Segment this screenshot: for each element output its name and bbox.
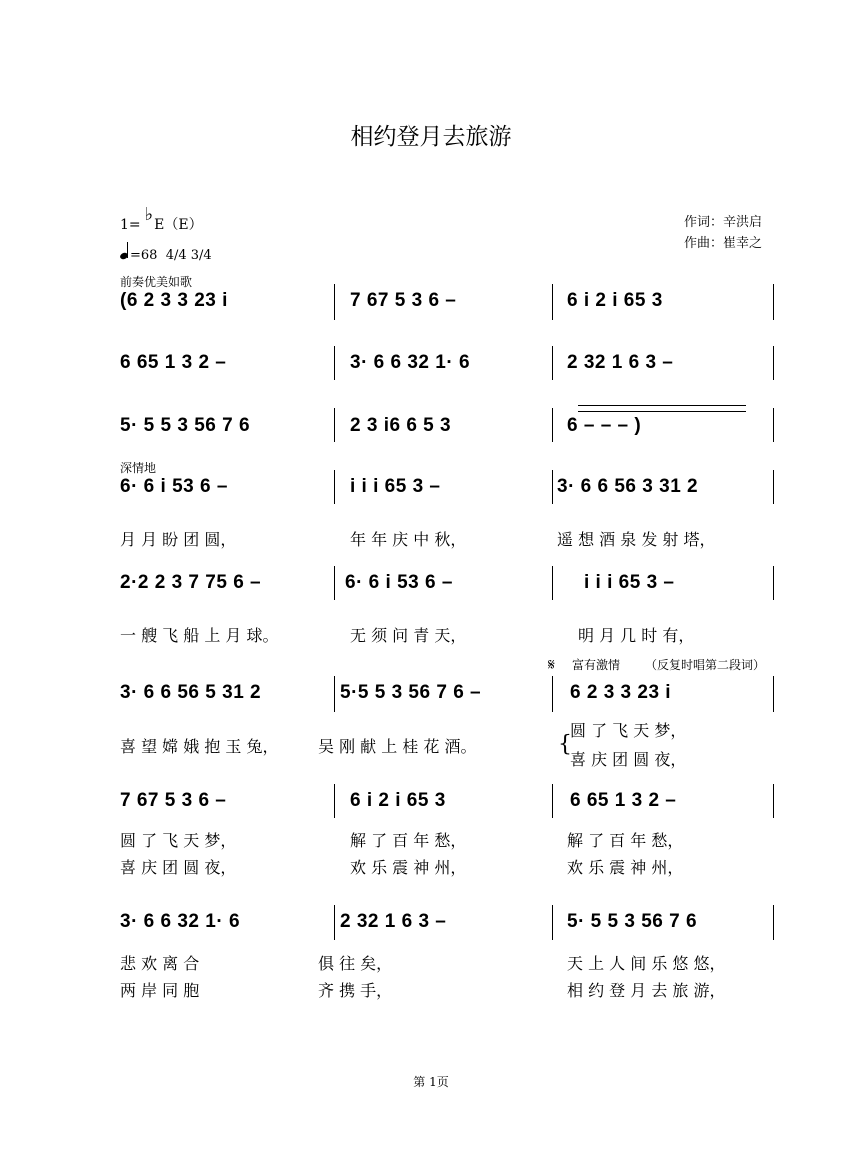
measure: 2 32 1 6 3 –	[340, 911, 447, 932]
tempo-value: =68	[130, 248, 158, 263]
measure: 7 67 5 3 6 –	[350, 290, 457, 311]
measure: 3· 6 6 32 1· 6	[350, 352, 471, 373]
barline	[773, 284, 774, 320]
barline	[552, 346, 553, 380]
measure: 3· 6 6 32 1· 6	[120, 911, 241, 932]
lyric-line: 月 月 盼 团 圆，	[120, 530, 237, 549]
barline	[334, 284, 335, 320]
lyric-line-2: 欢 乐 震 神 州，	[350, 858, 467, 877]
barline	[773, 905, 774, 940]
page-number: 第 1页	[413, 1075, 449, 1089]
lyric-line-2: 欢 乐 震 神 州，	[567, 858, 684, 877]
measure: 3· 6 6 56 3 31 2	[557, 476, 699, 497]
barline	[773, 470, 774, 504]
measure: 7 67 5 3 6 –	[120, 790, 227, 811]
barline	[334, 470, 335, 504]
measure: 6· 6 i 53 6 –	[120, 476, 228, 497]
repeat-note: （反复时唱第二段词）	[645, 658, 766, 672]
meter: 4/4 3/4	[165, 248, 212, 263]
barline	[552, 408, 553, 442]
barline	[334, 784, 335, 818]
lyric-line: 解 了 百 年 愁，	[567, 831, 684, 850]
lyric-line: 天 上 人 间 乐 悠 悠，	[567, 954, 726, 973]
lyric-line: 圆 了 飞 天 梦，	[120, 831, 237, 850]
tempo-marking	[120, 247, 212, 263]
measure: 6 2 3 3 23 i	[570, 682, 672, 703]
measure: 2 3 i6 6 5 3	[350, 415, 452, 436]
barline	[552, 470, 553, 504]
barline	[334, 408, 335, 442]
barline	[334, 905, 335, 940]
lyric-line: 圆 了 飞 天 梦，	[570, 721, 687, 740]
barline	[773, 566, 774, 600]
passionate-expression: 富有激情	[572, 658, 621, 672]
measure: i i i 65 3 –	[584, 572, 675, 593]
measure: 6· 6 i 53 6 –	[345, 572, 453, 593]
lyric-line-2: 喜 庆 团 圆 夜，	[120, 858, 237, 877]
barline	[773, 408, 774, 442]
measure: 2 32 1 6 3 –	[567, 352, 674, 373]
measure: 5· 5 5 3 56 7 6	[120, 415, 251, 436]
measure: 6 65 1 3 2 –	[570, 790, 677, 811]
measure: 6 i 2 i 65 3	[350, 790, 446, 811]
barline	[552, 566, 553, 600]
lyricist-credit: 作词：辛洪启	[683, 215, 762, 230]
lyric-line: 遥 想 酒 泉 发 射 塔，	[557, 530, 716, 549]
measure: i i i 65 3 –	[350, 476, 441, 497]
lyric-line-2: 两 岸 同 胞	[120, 981, 200, 1000]
key-prefix: 1=	[120, 217, 141, 233]
barline	[552, 905, 553, 940]
measure: 6 65 1 3 2 –	[120, 352, 227, 373]
flat-icon: ♭	[144, 204, 154, 225]
barline	[552, 784, 553, 818]
lyric-line: 俱 往 矣，	[318, 954, 393, 973]
key-note: E（E）	[154, 217, 203, 233]
measure: 5·5 5 3 56 7 6 –	[340, 682, 482, 703]
measure: 5· 5 5 3 56 7 6	[567, 911, 698, 932]
key-signature	[120, 204, 203, 234]
barline	[552, 676, 553, 712]
lyric-line: 年 年 庆 中 秋，	[350, 530, 467, 549]
barline	[334, 566, 335, 600]
lyric-line: 一 艘 飞 船 上 月 球。	[120, 626, 279, 645]
lyric-line: 喜 望 嫦 娥 抱 玉 兔，	[120, 737, 279, 756]
lyric-line: 无 须 问 青 天，	[350, 626, 467, 645]
tremolo-lines	[578, 405, 746, 412]
measure: (6 2 3 3 23 i	[120, 290, 228, 311]
lyric-line: 解 了 百 年 愁，	[350, 831, 467, 850]
lyric-line: 明 月 几 时 有，	[578, 626, 695, 645]
barline	[773, 676, 774, 712]
measure: 2·2 2 3 7 75 6 –	[120, 572, 262, 593]
deep-expression: 深情地	[120, 461, 157, 475]
lyric-line: 悲 欢 离 合	[120, 954, 200, 973]
lyric-line-2: 喜 庆 团 圆 夜，	[570, 750, 687, 769]
barline	[334, 346, 335, 380]
lyric-line-2: 相 约 登 月 去 旅 游，	[567, 981, 726, 1000]
segno-icon: 𝄋	[548, 655, 555, 674]
barline	[552, 284, 553, 320]
lyric-line: 吴 刚 献 上 桂 花 酒。	[318, 737, 477, 756]
lyric-line-2: 齐 携 手，	[318, 981, 393, 1000]
verse-brace: {	[558, 732, 572, 757]
measure: 3· 6 6 56 5 31 2	[120, 682, 262, 703]
measure: 6 i 2 i 65 3	[567, 290, 663, 311]
song-title: 相约登月去旅游	[350, 124, 512, 150]
measure: 6 – – – )	[567, 415, 642, 436]
barline	[773, 346, 774, 380]
barline	[773, 784, 774, 818]
barline	[334, 676, 335, 712]
composer-credit: 作曲：崔幸之	[683, 236, 762, 251]
prelude-expression: 前奏优美如歌	[120, 275, 193, 289]
